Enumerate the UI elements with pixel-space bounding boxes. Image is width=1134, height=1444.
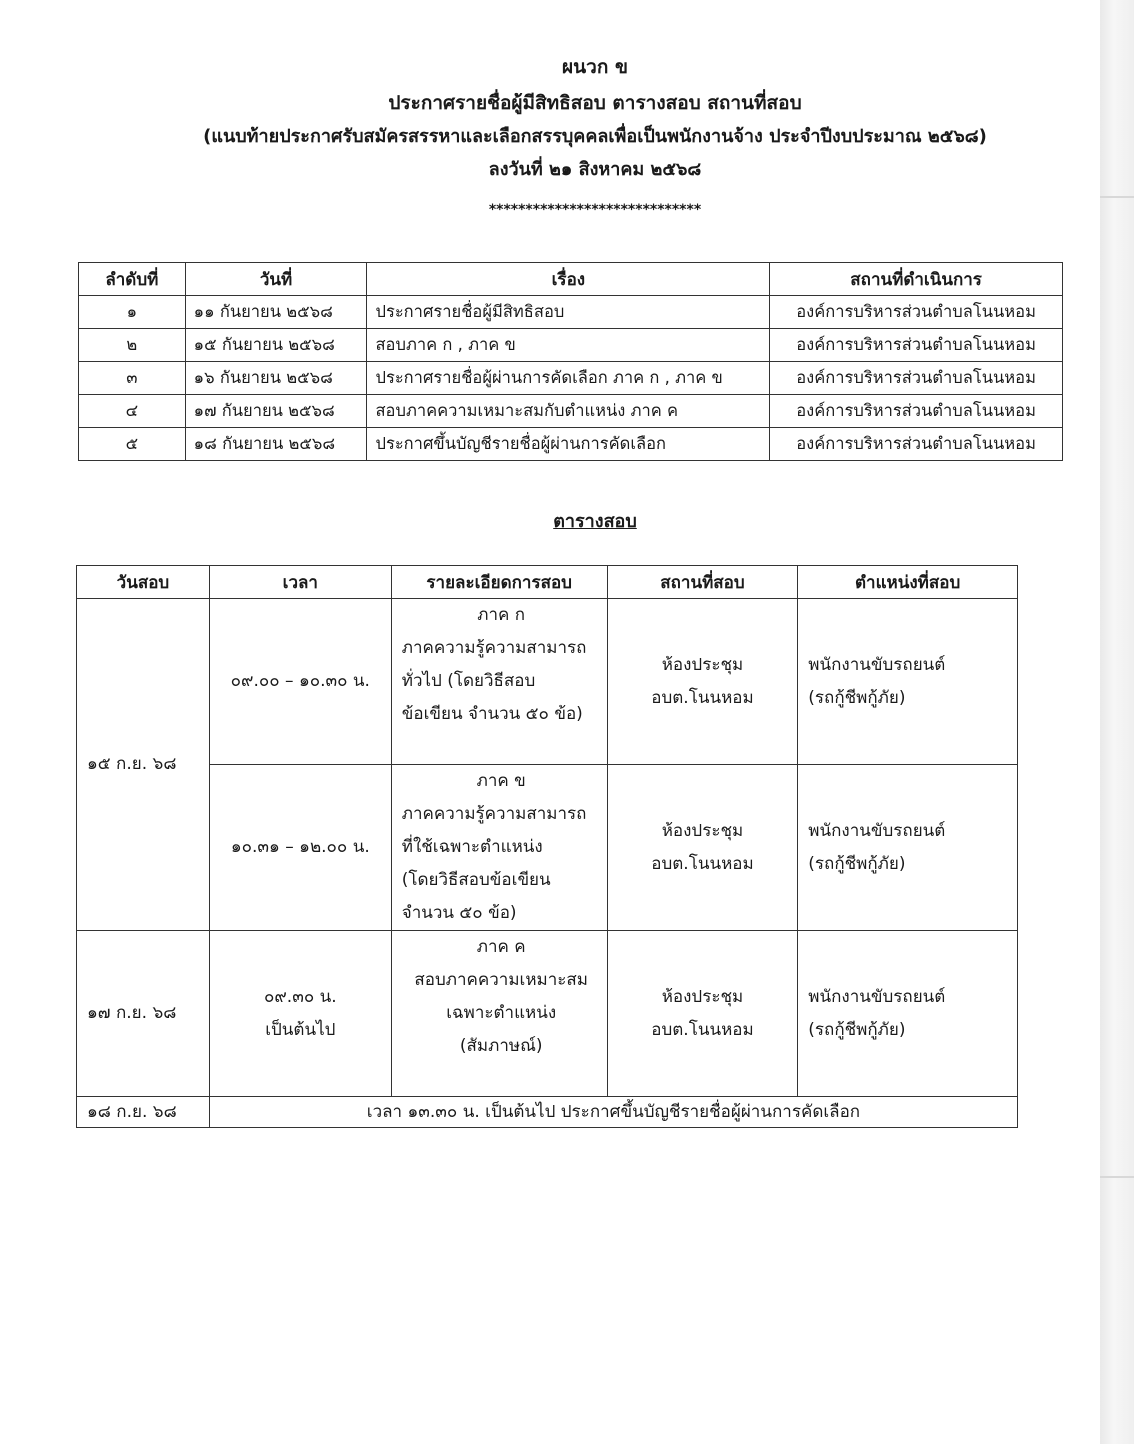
row-place: องค์การบริหารส่วนตำบลโนนหอม xyxy=(770,395,1063,428)
date-line: ลงวันที่ ๒๑ สิงหาคม ๒๕๖๘ xyxy=(488,159,702,180)
table-row xyxy=(79,395,1063,428)
col-header-date: วันที่ xyxy=(185,263,367,296)
col-header-subject: เรื่อง xyxy=(367,263,770,296)
table-row xyxy=(79,329,1063,362)
final-note: เวลา ๑๓.๓๐ น. เป็นต้นไป ประกาศขึ้นบัญชีรายชื่อผู้ผ่านการคัดเลือก xyxy=(209,1097,1017,1128)
row-place: องค์การบริหารส่วนตำบลโนนหอม xyxy=(770,296,1063,329)
col-header-position: ตำแหน่งที่สอบ xyxy=(798,566,1018,599)
row-place: องค์การบริหารส่วนตำบลโนนหอม xyxy=(770,428,1063,461)
detail-line: ภาค ข xyxy=(476,771,526,791)
scan-edge-mark xyxy=(1100,196,1134,198)
row-date: ๑๖ กันยายน ๒๕๖๘ xyxy=(185,362,367,395)
table-row xyxy=(77,599,1018,765)
col-header-detail: รายละเอียดการสอบ xyxy=(391,566,607,599)
table-row xyxy=(77,1097,1018,1128)
position-line: พนักงานขับรถยนต์ xyxy=(808,986,946,1007)
timeline-header-row xyxy=(79,263,1063,296)
detail-cell xyxy=(391,931,607,1097)
row-subject: ประกาศรายชื่อผู้มีสิทธิสอบ xyxy=(367,296,770,329)
scan-edge-strip xyxy=(1100,0,1134,1444)
exam-date-cell: ๑๘ ก.ย. ๖๘ xyxy=(77,1097,210,1128)
row-place: องค์การบริหารส่วนตำบลโนนหอม xyxy=(770,329,1063,362)
scan-edge-mark xyxy=(1100,1176,1134,1178)
position-cell xyxy=(798,931,1018,1097)
detail-line: (โดยวิธีสอบข้อเขียน xyxy=(401,870,551,890)
attachment-line: (แนบท้ายประกาศรับสมัครสรรหาและเลือกสรรบุคคลเพื่อเป็นพนักงานจ้าง ประจำปีงบประมาณ ๒๕๖๘) xyxy=(203,126,987,147)
detail-cell xyxy=(391,599,607,765)
row-no: ๓ xyxy=(79,362,186,395)
detail-line: จำนวน ๕๐ ข้อ) xyxy=(401,903,517,923)
col-header-no: ลำดับที่ xyxy=(79,263,186,296)
schedule-header-row xyxy=(77,566,1018,599)
row-no: ๒ xyxy=(79,329,186,362)
row-date: ๑๕ กันยายน ๒๕๖๘ xyxy=(185,329,367,362)
row-no: ๑ xyxy=(79,296,186,329)
place-line: อบต.โนนหอม xyxy=(651,687,754,708)
position-line: (รถกู้ชีพกู้ภัย) xyxy=(808,1019,906,1040)
col-header-exam-place: สถานที่สอบ xyxy=(607,566,798,599)
detail-line: ที่ใช้เฉพาะตำแหน่ง xyxy=(401,837,543,857)
col-header-place: สถานที่ดำเนินการ xyxy=(770,263,1063,296)
detail-line: ภาคความรู้ความสามารถ xyxy=(401,638,587,658)
place-line: อบต.โนนหอม xyxy=(651,1019,754,1040)
exam-date-cell: ๑๗ ก.ย. ๖๘ xyxy=(77,931,210,1097)
place-cell xyxy=(607,599,798,765)
detail-line: ทั่วไป (โดยวิธีสอบ xyxy=(401,671,536,691)
row-subject: ประกาศรายชื่อผู้ผ่านการคัดเลือก ภาค ก , ภาค ข xyxy=(367,362,770,395)
place-line: อบต.โนนหอม xyxy=(651,853,754,874)
time-line: ๐๙.๐๐ – ๑๐.๓๐ น. xyxy=(230,671,370,691)
detail-line: เฉพาะตำแหน่ง xyxy=(446,1003,557,1023)
row-subject: สอบภาคความเหมาะสมกับตำแหน่ง ภาค ค xyxy=(367,395,770,428)
position-cell xyxy=(798,765,1018,931)
detail-line: (สัมภาษณ์) xyxy=(459,1036,543,1056)
exam-schedule-table xyxy=(76,565,1018,1128)
detail-line: ภาค ก xyxy=(477,605,526,625)
detail-cell xyxy=(391,765,607,931)
annex-title: ผนวก ข xyxy=(562,56,628,78)
announcement-subtitle: ประกาศรายชื่อผู้มีสิทธิสอบ ตารางสอบ สถานที่สอบ xyxy=(388,92,802,114)
time-line: ๐๙.๓๐ น. xyxy=(263,986,337,1007)
row-place: องค์การบริหารส่วนตำบลโนนหอม xyxy=(770,362,1063,395)
col-header-exam-date: วันสอบ xyxy=(77,566,210,599)
place-line: ห้องประชุม xyxy=(661,654,744,675)
position-line: (รถกู้ชีพกู้ภัย) xyxy=(808,853,906,874)
detail-line xyxy=(402,731,601,764)
detail-line: ภาค ค xyxy=(476,937,526,957)
time-line: ๑๐.๓๑ – ๑๒.๐๐ น. xyxy=(230,837,370,857)
detail-line: ภาคความรู้ความสามารถ xyxy=(401,804,587,824)
position-line: พนักงานขับรถยนต์ xyxy=(808,654,946,675)
row-date: ๑๘ กันยายน ๒๕๖๘ xyxy=(185,428,367,461)
time-cell xyxy=(209,599,391,765)
position-line: พนักงานขับรถยนต์ xyxy=(808,820,946,841)
place-line: ห้องประชุม xyxy=(661,986,744,1007)
place-cell xyxy=(607,931,798,1097)
row-no: ๔ xyxy=(79,395,186,428)
time-line: เป็นต้นไป xyxy=(265,1019,336,1040)
exam-date-cell: ๑๕ ก.ย. ๖๘ xyxy=(77,599,210,931)
row-date: ๑๑ กันยายน ๒๕๖๘ xyxy=(185,296,367,329)
detail-line xyxy=(402,1063,601,1096)
place-cell xyxy=(607,765,798,931)
position-line: (รถกู้ชีพกู้ภัย) xyxy=(808,687,906,708)
timeline-table xyxy=(78,262,1063,461)
time-cell xyxy=(209,931,391,1097)
table-row xyxy=(77,931,1018,1097)
table-row xyxy=(79,428,1063,461)
col-header-time: เวลา xyxy=(209,566,391,599)
time-cell xyxy=(209,765,391,931)
table-row xyxy=(79,296,1063,329)
separator-stars: ***************************** xyxy=(488,202,702,218)
table-row xyxy=(79,362,1063,395)
row-no: ๕ xyxy=(79,428,186,461)
row-subject: สอบภาค ก , ภาค ข xyxy=(367,329,770,362)
place-line: ห้องประชุม xyxy=(661,820,744,841)
row-subject: ประกาศขึ้นบัญชีรายชื่อผู้ผ่านการคัดเลือก xyxy=(367,428,770,461)
detail-line: สอบภาคความเหมาะสม xyxy=(414,970,589,990)
position-cell xyxy=(798,599,1018,765)
schedule-title: ตารางสอบ xyxy=(553,511,637,532)
detail-line: ข้อเขียน จำนวน ๕๐ ข้อ) xyxy=(401,704,583,724)
table-row xyxy=(77,765,1018,931)
row-date: ๑๗ กันยายน ๒๕๖๘ xyxy=(185,395,367,428)
